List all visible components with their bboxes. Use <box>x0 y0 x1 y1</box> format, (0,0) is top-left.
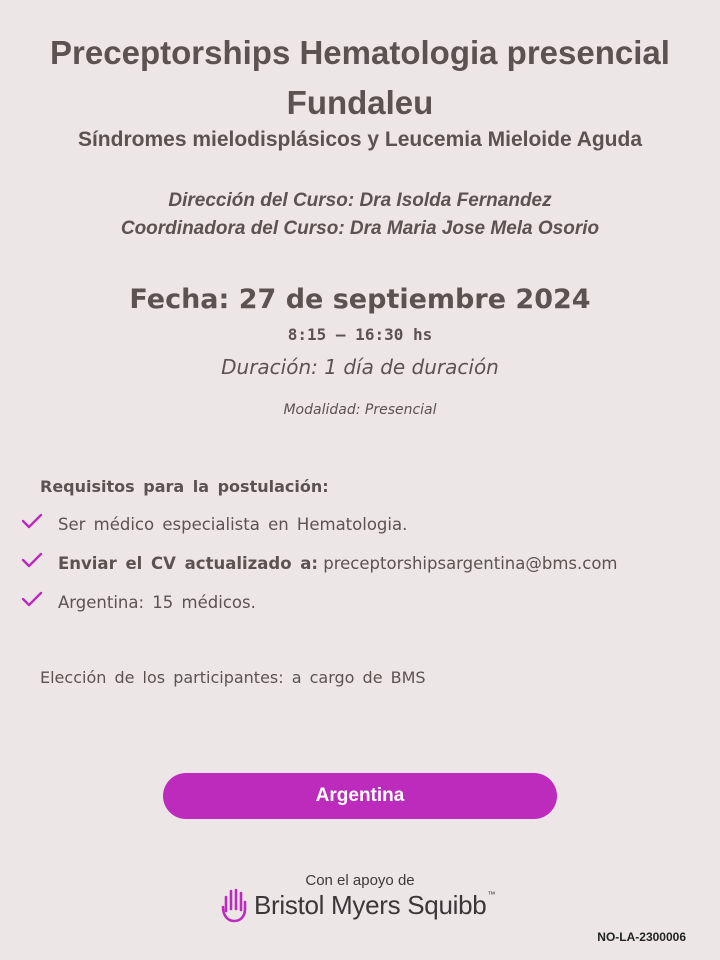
subtitle: Síndromes mielodisplásicos y Leucemia Mieloide Aguda <box>77 128 643 151</box>
page-title <box>0 28 720 128</box>
requirement-text: Ser médico especialista en Hematologia. <box>58 514 408 534</box>
requirement-item <box>20 509 407 539</box>
requirement-label: Enviar el CV actualizado a: <box>58 553 319 573</box>
checkmark-icon <box>20 588 44 610</box>
requirements-title: Requisitos para la postulación: <box>40 477 329 496</box>
argentina-button[interactable]: Argentina <box>163 773 557 819</box>
bms-hand-icon <box>220 887 248 923</box>
support-text: Con el apoyo de <box>305 872 415 889</box>
requirement-text: Argentina: 15 médicos. <box>58 592 256 612</box>
contact-email[interactable]: preceptorshipsargentina@bms.com <box>323 553 618 573</box>
requirement-item <box>20 587 256 617</box>
bms-logo <box>220 885 495 925</box>
checkmark-icon <box>20 549 44 571</box>
brand-name: Bristol Myers Squibb™ <box>254 889 496 920</box>
course-director: Dirección del Curso: Dra Isolda Fernandez <box>168 190 552 211</box>
title-line-1: Preceptorships Hematologia presencial <box>50 34 670 71</box>
requirement-item <box>20 548 618 578</box>
event-modality: Modalidad: Presencial <box>283 402 437 418</box>
title-line-2: Fundaleu <box>286 84 434 121</box>
trademark: ™ <box>487 889 496 899</box>
event-duration: Duración: 1 día de duración <box>221 355 499 379</box>
event-hours: 8:15 – 16:30 hs <box>287 325 433 344</box>
event-date: Fecha: 27 de septiembre 2024 <box>129 284 591 315</box>
checkmark-icon <box>20 510 44 532</box>
document-code: NO-LA-2300006 <box>597 930 686 944</box>
selection-note: Elección de los participantes: a cargo de BMS <box>40 668 426 687</box>
course-coordinator: Coordinadora del Curso: Dra Maria Jose Mela Osorio <box>120 218 600 239</box>
